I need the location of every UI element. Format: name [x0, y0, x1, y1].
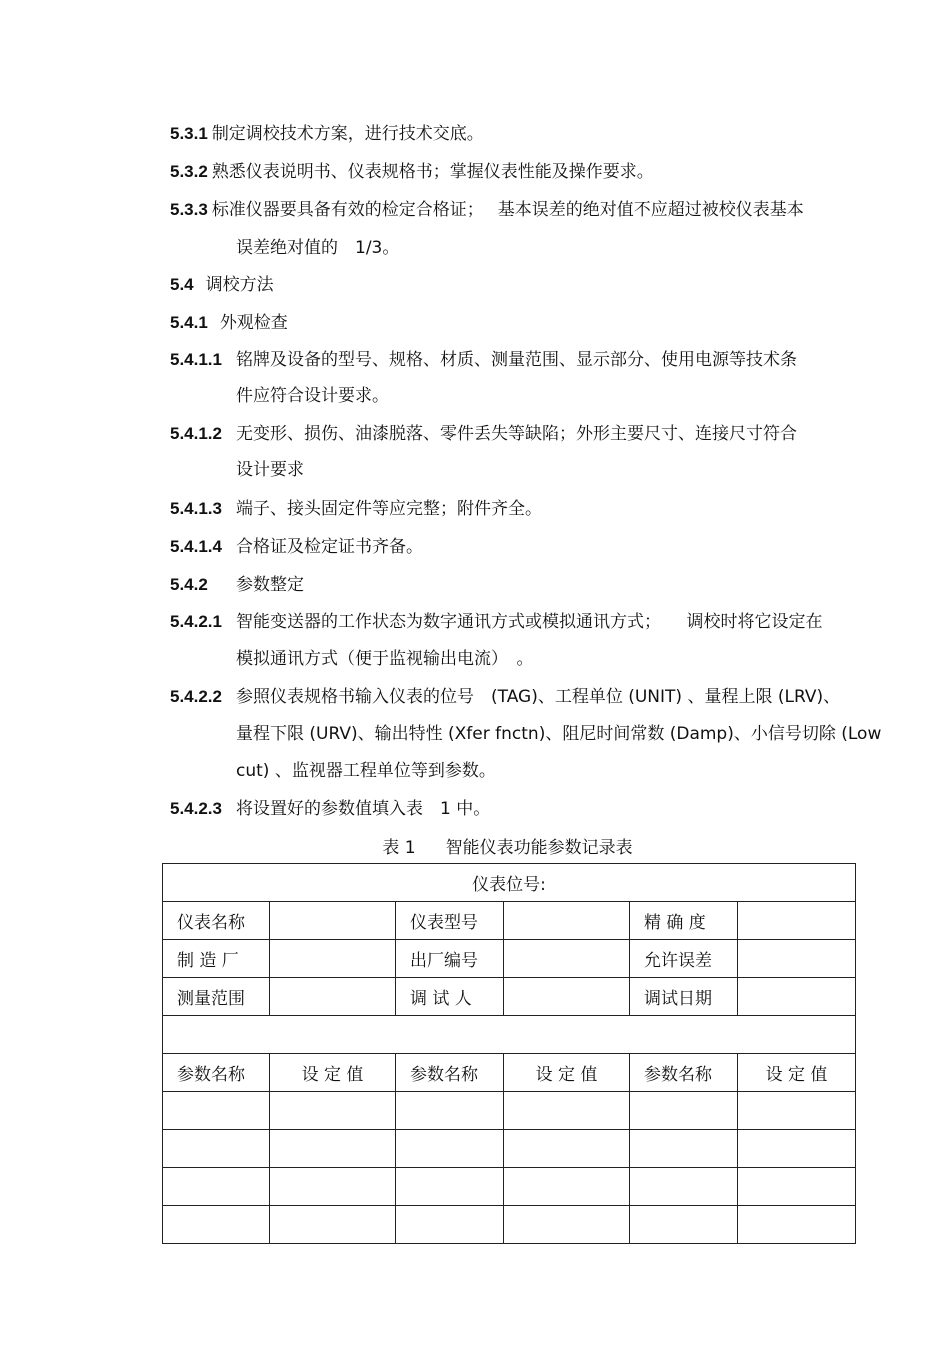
param-cell[interactable]	[630, 1206, 738, 1244]
paragraph-text: 标准仪器要具备有效的检定合格证； 基本误差的绝对值不应超过被校仪表基本	[211, 200, 804, 220]
param-cell[interactable]	[504, 1130, 630, 1168]
param-header-row	[163, 1054, 856, 1092]
paragraph-continuation	[236, 237, 399, 259]
param-cell[interactable]	[630, 1092, 738, 1130]
label-cell: 仪表名称	[163, 902, 270, 940]
param-cell[interactable]	[163, 1168, 270, 1206]
param-cell[interactable]	[630, 1130, 738, 1168]
paragraph-5-3-1	[170, 123, 484, 145]
heading-text: 调校方法	[205, 275, 274, 295]
section-number: 5.3.1	[170, 124, 208, 143]
section-number: 5.4.2.3	[170, 799, 222, 818]
label-cell: 测量范围	[163, 978, 270, 1016]
table-row	[163, 1130, 856, 1168]
value-cell[interactable]	[270, 978, 396, 1016]
label-cell: 仪表型号	[396, 902, 504, 940]
value-cell[interactable]	[504, 978, 630, 1016]
value-cell[interactable]	[738, 940, 856, 978]
column-header: 参数名称	[163, 1054, 270, 1092]
column-header: 设 定 值	[738, 1054, 856, 1092]
label-cell: 精 确 度	[630, 902, 738, 940]
section-number: 5.3.3	[170, 200, 208, 219]
paragraph-5-4-1-3	[170, 498, 542, 520]
section-number: 5.4.1.4	[170, 537, 222, 556]
paragraph-5-4-2-3	[170, 798, 490, 820]
section-number: 5.4.2.2	[170, 687, 222, 706]
paragraph-text: 误差绝对值的 1/3。	[236, 238, 400, 258]
paragraph-5-4-1-4	[170, 536, 423, 558]
param-cell[interactable]	[396, 1130, 504, 1168]
heading-5-4-2	[170, 574, 304, 596]
param-cell[interactable]	[270, 1168, 396, 1206]
paragraph-text: cut) 、监视器工程单位等到参数。	[236, 761, 496, 781]
paragraph-text: 模拟通讯方式（便于监视输出电流） 。	[236, 649, 534, 669]
paragraph-text: 参照仪表规格书输入仪表的位号 (TAG)、工程单位 (UNIT) 、量程上限 (LRV)、	[236, 687, 841, 707]
heading-5-4-1	[170, 312, 288, 334]
param-cell[interactable]	[738, 1092, 856, 1130]
section-number: 5.3.2	[170, 162, 208, 181]
paragraph-text: 件应符合设计要求。	[236, 386, 389, 406]
param-cell[interactable]	[738, 1130, 856, 1168]
paragraph-5-4-2-1	[170, 611, 823, 633]
paragraph-continuation	[236, 459, 304, 481]
section-number: 5.4.1.1	[170, 350, 222, 369]
column-header: 设 定 值	[504, 1054, 630, 1092]
section-number: 5.4.2	[170, 575, 208, 594]
paragraph-continuation	[236, 723, 881, 745]
paragraph-text: 智能变送器的工作状态为数字通讯方式或模拟通讯方式； 调校时将它设定在	[236, 612, 823, 632]
table-row	[163, 1092, 856, 1130]
paragraph-continuation	[236, 760, 496, 782]
paragraph-text: 铭牌及设备的型号、规格、材质、测量范围、显示部分、使用电源等技术条	[236, 350, 797, 370]
label-cell: 调试日期	[630, 978, 738, 1016]
table-caption	[0, 833, 950, 858]
paragraph-5-4-1-2	[170, 423, 797, 445]
table-spacer-row	[163, 1016, 856, 1054]
label-cell: 出厂编号	[396, 940, 504, 978]
paragraph-5-3-2	[170, 161, 654, 183]
param-cell[interactable]	[163, 1206, 270, 1244]
table-number: 表 1	[382, 838, 416, 858]
table-row	[163, 978, 856, 1016]
param-cell[interactable]	[504, 1168, 630, 1206]
heading-text: 参数整定	[236, 575, 304, 595]
section-number: 5.4	[170, 275, 194, 294]
table-row	[163, 1206, 856, 1244]
param-cell[interactable]	[630, 1168, 738, 1206]
section-number: 5.4.1.3	[170, 499, 222, 518]
param-cell[interactable]	[163, 1130, 270, 1168]
label-cell: 制 造 厂	[163, 940, 270, 978]
spacer-cell	[163, 1016, 856, 1054]
paragraph-text: 端子、接头固定件等应完整；附件齐全。	[236, 499, 542, 519]
paragraph-text: 合格证及检定证书齐备。	[236, 537, 423, 557]
paragraph-text: 制定调校技术方案，进行技术交底。	[211, 124, 484, 144]
param-cell[interactable]	[504, 1092, 630, 1130]
param-cell[interactable]	[270, 1206, 396, 1244]
table-row	[163, 902, 856, 940]
section-number: 5.4.1	[170, 313, 208, 332]
param-cell[interactable]	[738, 1168, 856, 1206]
value-cell[interactable]	[270, 902, 396, 940]
param-cell[interactable]	[738, 1206, 856, 1244]
param-cell[interactable]	[270, 1130, 396, 1168]
label-cell: 允许误差	[630, 940, 738, 978]
heading-text: 外观检查	[219, 313, 288, 333]
param-cell[interactable]	[163, 1092, 270, 1130]
paragraph-text: 设计要求	[236, 460, 304, 480]
paragraph-continuation	[236, 648, 534, 670]
paragraph-text: 无变形、损伤、油漆脱落、零件丢失等缺陷；外形主要尺寸、连接尺寸符合	[236, 424, 797, 444]
value-cell[interactable]	[504, 940, 630, 978]
column-header: 参数名称	[396, 1054, 504, 1092]
paragraph-5-4-2-2	[170, 686, 840, 708]
param-cell[interactable]	[504, 1206, 630, 1244]
paragraph-text: 熟悉仪表说明书、仪表规格书；掌握仪表性能及操作要求。	[211, 162, 654, 182]
paragraph-continuation	[236, 385, 389, 407]
table-header-row	[163, 864, 856, 902]
parameter-record-table	[162, 863, 856, 1244]
instrument-tag-cell: 仪表位号:	[163, 864, 856, 902]
table-row	[163, 940, 856, 978]
value-cell[interactable]	[504, 902, 630, 940]
param-cell[interactable]	[270, 1092, 396, 1130]
param-cell[interactable]	[396, 1168, 504, 1206]
column-header: 设 定 值	[270, 1054, 396, 1092]
paragraph-5-4-1-1	[170, 349, 797, 371]
paragraph-text: 将设置好的参数值填入表 1 中。	[236, 799, 491, 819]
value-cell[interactable]	[738, 978, 856, 1016]
section-number: 5.4.1.2	[170, 424, 222, 443]
value-cell[interactable]	[270, 940, 396, 978]
table-row	[163, 1168, 856, 1206]
table-title: 智能仪表功能参数记录表	[445, 838, 633, 858]
paragraph-5-3-3	[170, 199, 804, 221]
column-header: 参数名称	[630, 1054, 738, 1092]
param-cell[interactable]	[396, 1206, 504, 1244]
heading-5-4	[170, 274, 274, 296]
label-cell: 调 试 人	[396, 978, 504, 1016]
param-cell[interactable]	[396, 1092, 504, 1130]
paragraph-text: 量程下限 (URV)、输出特性 (Xfer fnctn)、阻尼时间常数 (Damp)、小信号切除 (Low	[236, 724, 882, 744]
value-cell[interactable]	[738, 902, 856, 940]
section-number: 5.4.2.1	[170, 612, 222, 631]
